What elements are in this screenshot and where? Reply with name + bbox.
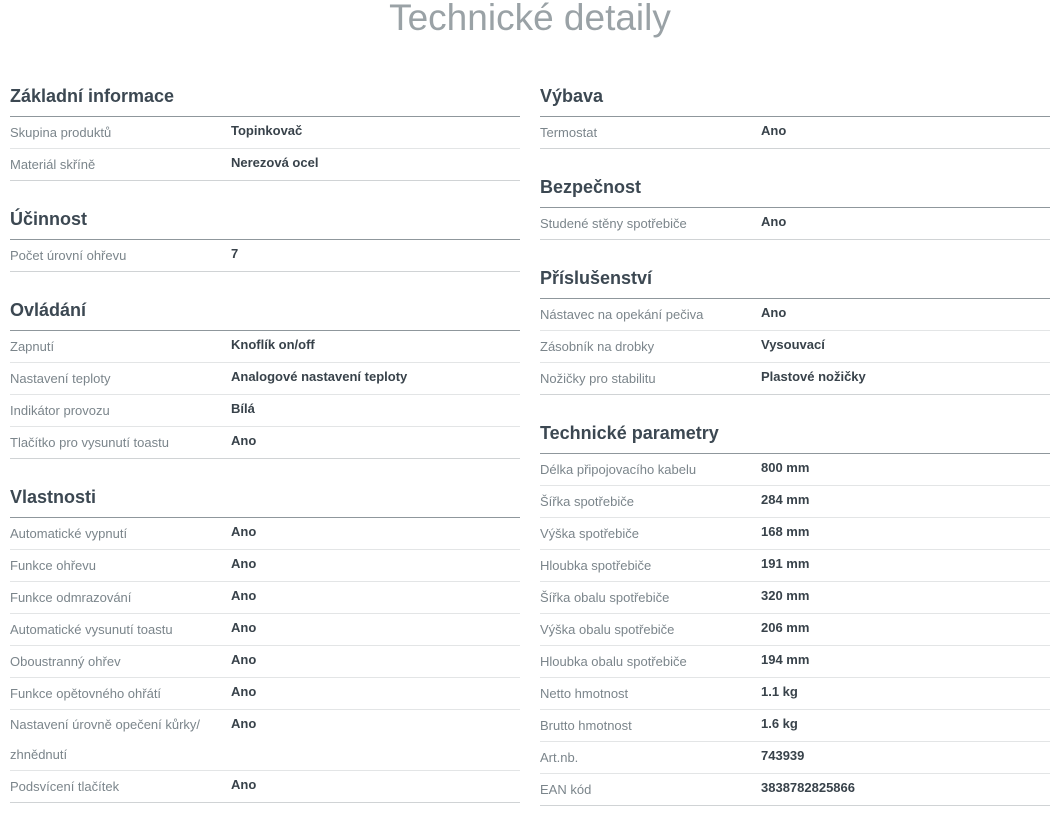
spec-label: Tlačítko pro vysunutí toastu <box>10 435 169 450</box>
spec-row <box>540 299 1050 331</box>
spec-value: Nerezová ocel <box>231 155 319 170</box>
spec-row <box>10 427 520 459</box>
spec-label: Studené stěny spotřebiče <box>540 216 687 231</box>
spec-row <box>10 710 520 771</box>
spec-section <box>540 261 1050 395</box>
spec-row <box>540 117 1050 149</box>
section-title: Výbava <box>540 79 1050 117</box>
spec-value: Ano <box>231 524 257 539</box>
spec-value: 743939 <box>761 748 805 763</box>
section-title: Vlastnosti <box>10 480 520 518</box>
spec-row <box>10 149 520 181</box>
spec-section <box>540 79 1050 149</box>
spec-value: Analogové nastavení teploty <box>231 369 408 384</box>
spec-value: Ano <box>231 716 257 731</box>
spec-label: Šířka obalu spotřebiče <box>540 590 670 605</box>
spec-label: Nastavení úrovně opečení kůrky/ zhnědnutí <box>10 717 201 762</box>
spec-section <box>540 170 1050 240</box>
spec-section <box>10 79 520 181</box>
spec-row <box>10 646 520 678</box>
spec-value: 7 <box>231 246 239 261</box>
spec-row <box>540 486 1050 518</box>
spec-value: Knoflík on/off <box>231 337 315 352</box>
section-title: Technické parametry <box>540 416 1050 454</box>
spec-value: Ano <box>231 620 257 635</box>
spec-label: Počet úrovní ohřevu <box>10 248 127 263</box>
spec-label: Výška spotřebiče <box>540 526 639 541</box>
right-column <box>540 79 1050 827</box>
spec-label: Art.nb. <box>540 750 579 765</box>
spec-value: 284 mm <box>761 492 810 507</box>
spec-row <box>540 550 1050 582</box>
spec-row <box>10 395 520 427</box>
spec-row <box>10 614 520 646</box>
spec-value: Plastové nožičky <box>761 369 866 384</box>
spec-value: Ano <box>761 305 787 320</box>
spec-row <box>10 550 520 582</box>
section-title: Účinnost <box>10 202 520 240</box>
spec-section <box>10 202 520 272</box>
spec-label: Oboustranný ohřev <box>10 654 121 669</box>
spec-value: 1.1 kg <box>761 684 798 699</box>
spec-row <box>540 774 1050 806</box>
spec-value: Vysouvací <box>761 337 825 352</box>
spec-label: Podsvícení tlačítek <box>10 779 120 794</box>
spec-label: Hloubka spotřebiče <box>540 558 652 573</box>
spec-row <box>10 331 520 363</box>
section-title: Příslušenství <box>540 261 1050 299</box>
spec-row <box>540 331 1050 363</box>
spec-value: 206 mm <box>761 620 810 635</box>
spec-label: Automatické vypnutí <box>10 526 128 541</box>
spec-value: 191 mm <box>761 556 810 571</box>
spec-label: Zapnutí <box>10 339 55 354</box>
page-title: Technické detaily <box>389 0 671 38</box>
spec-row <box>10 117 520 149</box>
spec-label: Materiál skříně <box>10 157 96 172</box>
spec-label: Automatické vysunutí toastu <box>10 622 173 637</box>
section-title: Ovládání <box>10 293 520 331</box>
spec-value: Ano <box>231 777 257 792</box>
spec-value: Ano <box>231 588 257 603</box>
spec-row <box>540 742 1050 774</box>
spec-row <box>540 582 1050 614</box>
spec-label: Nástavec na opekání pečiva <box>540 307 704 322</box>
spec-label: Délka připojovacího kabelu <box>540 462 697 477</box>
spec-label: Nastavení teploty <box>10 371 111 386</box>
spec-label: Funkce ohřevu <box>10 558 96 573</box>
spec-row <box>540 454 1050 486</box>
spec-label: Funkce opětovného ohřátí <box>10 686 162 701</box>
spec-row <box>540 518 1050 550</box>
spec-value: Ano <box>231 684 257 699</box>
spec-value: 1.6 kg <box>761 716 798 731</box>
spec-value: Ano <box>231 556 257 571</box>
spec-row <box>540 646 1050 678</box>
spec-label: Termostat <box>540 125 598 140</box>
spec-row <box>10 678 520 710</box>
spec-row <box>540 208 1050 240</box>
spec-row <box>10 363 520 395</box>
spec-label: Šířka spotřebiče <box>540 494 634 509</box>
spec-value: 168 mm <box>761 524 810 539</box>
spec-section <box>540 416 1050 806</box>
spec-row <box>540 363 1050 395</box>
spec-value: 320 mm <box>761 588 810 603</box>
spec-label: Brutto hmotnost <box>540 718 632 733</box>
spec-label: Nožičky pro stabilitu <box>540 371 656 386</box>
spec-label: Hloubka obalu spotřebiče <box>540 654 687 669</box>
spec-value: Ano <box>231 433 257 448</box>
spec-label: Netto hmotnost <box>540 686 629 701</box>
spec-value: 3838782825866 <box>761 780 855 795</box>
spec-value: Ano <box>761 123 787 138</box>
spec-row <box>10 240 520 272</box>
spec-label: Funkce odmrazování <box>10 590 132 605</box>
spec-value: Ano <box>231 652 257 667</box>
spec-value: Bílá <box>231 401 255 416</box>
spec-row <box>10 582 520 614</box>
spec-value: Ano <box>761 214 787 229</box>
spec-label: Výška obalu spotřebiče <box>540 622 675 637</box>
spec-value: 194 mm <box>761 652 810 667</box>
left-column <box>10 79 520 824</box>
spec-row <box>540 614 1050 646</box>
spec-value: 800 mm <box>761 460 810 475</box>
section-title: Základní informace <box>10 79 520 117</box>
section-title: Bezpečnost <box>540 170 1050 208</box>
spec-value: Topinkovač <box>231 123 303 138</box>
spec-row <box>10 771 520 803</box>
spec-section <box>10 293 520 459</box>
spec-label: Indikátor provozu <box>10 403 110 418</box>
spec-label: EAN kód <box>540 782 592 797</box>
spec-row <box>540 678 1050 710</box>
spec-section <box>10 480 520 803</box>
spec-label: Skupina produktů <box>10 125 112 140</box>
spec-row <box>10 518 520 550</box>
spec-label: Zásobník na drobky <box>540 339 655 354</box>
spec-row <box>540 710 1050 742</box>
